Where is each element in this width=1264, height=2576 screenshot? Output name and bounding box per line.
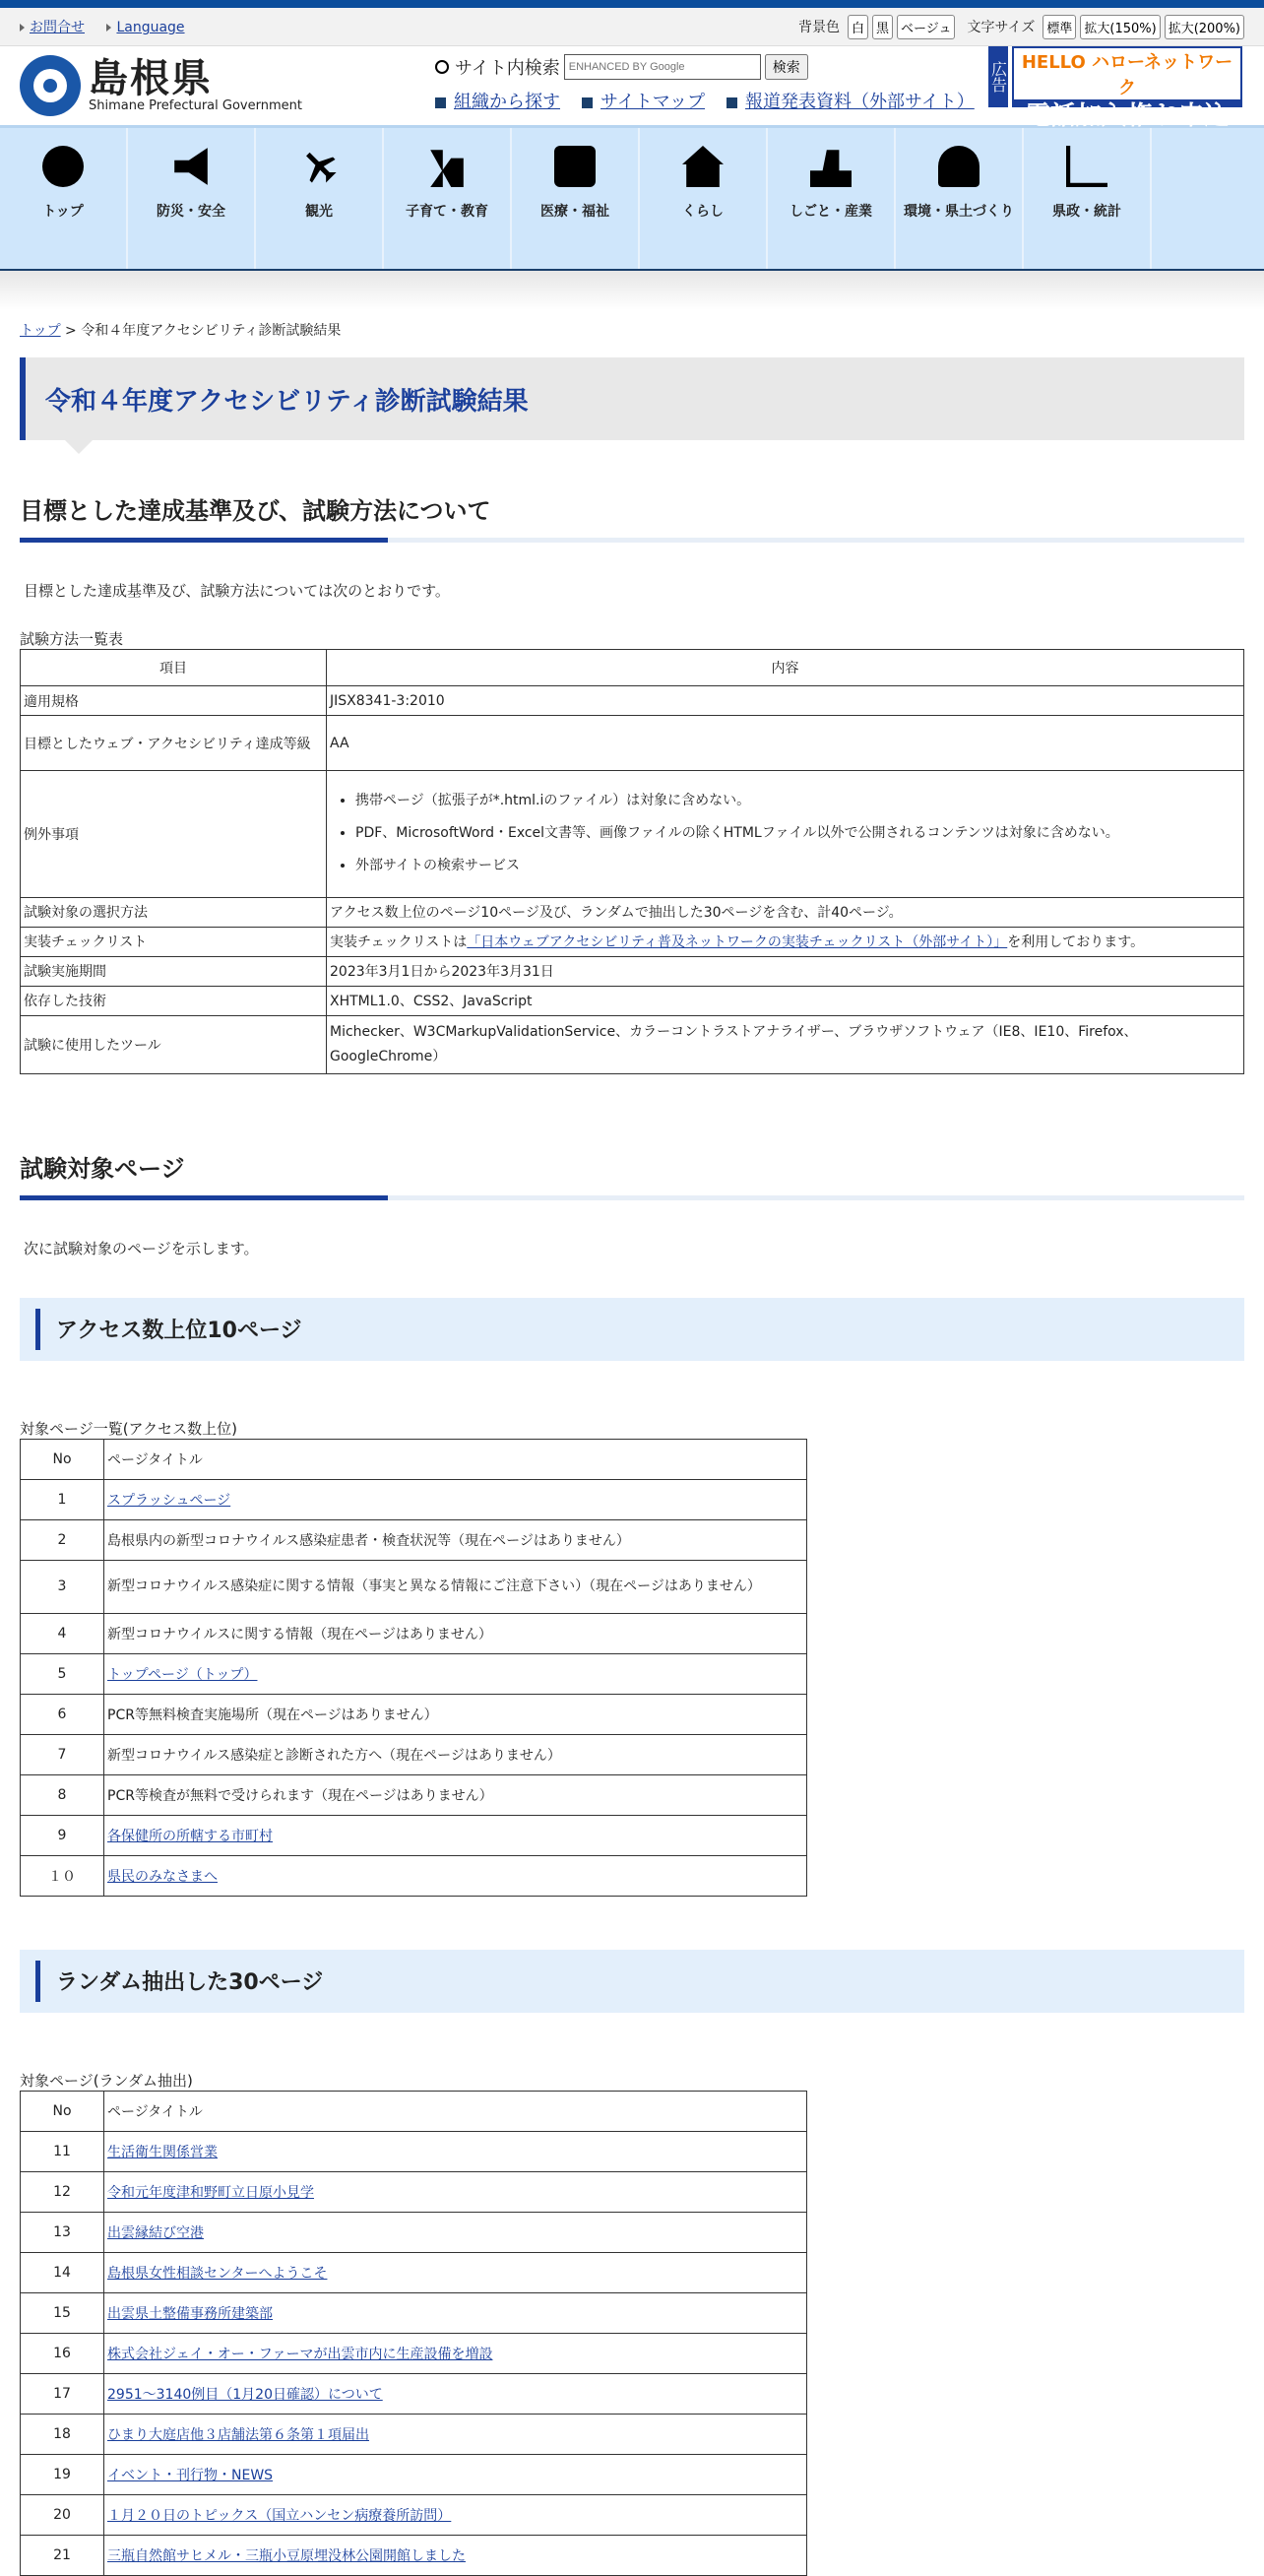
nav-item-kurashi[interactable] (640, 128, 768, 269)
checklist-text: を利用しております。 (1007, 934, 1145, 951)
table-caption: 対象ページ一覧(アクセス数上位) (20, 1419, 237, 1438)
table-row-title: 新型コロナウイルスに関する情報（現在ページはありません） (104, 1613, 807, 1653)
row-value: 2023年3月1日から2023年3月31日 (327, 956, 1244, 986)
nav-label: 観光 (305, 204, 333, 220)
nav-item-shigoto[interactable] (768, 128, 896, 269)
page-link[interactable]: １月２０日のトピックス（国立ハンセン病療養所訪問） (107, 2507, 452, 2524)
page-link[interactable]: 株式会社ジェイ・オー・ファーマが出雲市内に生産設備を増設 (107, 2346, 493, 2362)
search-icon (435, 60, 449, 74)
table-row-no: 6 (21, 1694, 104, 1734)
page-link[interactable]: スプラッシュページ (107, 1492, 231, 1509)
breadcrumb-current: > 令和４年度アクセシビリティ診断試験結果 (65, 323, 342, 339)
table-row-no: 14 (21, 2252, 104, 2292)
site-header (0, 46, 1264, 131)
table-row-no: 5 (21, 1653, 104, 1694)
table-row-title: 新型コロナウイルス感染症に関する情報（事実と異なる情報にご注意下さい）（現在ページはありません） (104, 1560, 807, 1613)
page-link[interactable]: 島根県女性相談センターへようこそ (107, 2265, 328, 2282)
row-key: 試験に使用したツール (21, 1015, 327, 1073)
table-row-no: 17 (21, 2373, 104, 2414)
table-row-title (104, 1479, 807, 1519)
breadcrumb-home-link[interactable]: トップ (20, 323, 61, 339)
method-table (20, 649, 1244, 1074)
main-content (0, 320, 1264, 2576)
table-row-no: 15 (21, 2292, 104, 2333)
nav-item-kosodate[interactable] (384, 128, 512, 269)
checklist-link[interactable]: 「日本ウェブアクセシビリティ普及ネットワークの実装チェックリスト（外部サイト）」 (467, 934, 1008, 951)
random30-table (20, 2091, 807, 2576)
advertisement-banner[interactable] (988, 46, 1242, 131)
table-row-no: 21 (21, 2535, 104, 2575)
table-row-no: 7 (21, 1734, 104, 1774)
triangle-icon (20, 24, 25, 32)
page-title: 令和４年度アクセシビリティ診断試験結果 (20, 357, 1244, 440)
table-row-no: 18 (21, 2414, 104, 2454)
page-link[interactable]: 三瓶自然館サヒメル・三瓶小豆原埋没林公園開館しました (107, 2547, 466, 2564)
logo-title: 島根県 (89, 55, 213, 101)
search-area (435, 54, 975, 113)
global-nav (0, 125, 1264, 271)
nav-item-kanko[interactable] (256, 128, 384, 269)
table-row-title: 新型コロナウイルス感染症と診断された方へ（現在ページはありません） (104, 1734, 807, 1774)
nav-label: 子育て・教育 (406, 204, 488, 220)
table-row-no: 12 (21, 2171, 104, 2212)
table-row-no: 20 (21, 2494, 104, 2535)
font-200-button[interactable]: 拡大(200%) (1165, 15, 1244, 39)
table-caption: 試験方法一覧表 (20, 630, 124, 648)
row-value: AA (327, 716, 1244, 771)
table-row-no: 4 (21, 1613, 104, 1653)
house-icon (682, 146, 724, 187)
row-key: 例外事項 (21, 771, 327, 898)
table-row-no: 16 (21, 2333, 104, 2373)
ad-line1: HELLO ハローネットワーク (1012, 46, 1242, 101)
font-standard-button[interactable]: 標準 (1043, 15, 1076, 39)
nav-item-bosai[interactable] (128, 128, 256, 269)
column-header: No (21, 1439, 104, 1479)
table-row-no: 9 (21, 1815, 104, 1855)
nav-shadow (0, 271, 1264, 310)
org-search-link[interactable]: 組織から探す (454, 92, 560, 112)
table-row-no: 3 (21, 1560, 104, 1613)
subsection-heading-top10: アクセス数上位10ページ (20, 1298, 1244, 1361)
airplane-icon (295, 143, 343, 190)
page-link[interactable]: トップページ（トップ） (107, 1666, 258, 1683)
breadcrumb (20, 320, 1244, 340)
utility-bar (0, 8, 1264, 46)
table-row-no: １０ (21, 1855, 104, 1896)
table-row-title (104, 1815, 807, 1855)
bg-color-label: 背景色 (797, 20, 840, 35)
prefecture-emblem-icon (20, 55, 81, 116)
search-button[interactable]: 検索 (765, 54, 808, 80)
row-key: 適用規格 (21, 686, 327, 716)
column-header: 内容 (327, 650, 1244, 686)
row-key: 目標としたウェブ・アクセシビリティ達成等級 (21, 716, 327, 771)
font-size-label: 文字サイズ (967, 20, 1036, 35)
table-row-title: 島根県内の新型コロナウイルス感染症患者・検査状況等（現在ページはありません） (104, 1519, 807, 1560)
nav-label: 医療・福祉 (540, 204, 609, 220)
table-row-title (104, 1855, 807, 1896)
table-row-no: 13 (21, 2212, 104, 2252)
triangle-icon (106, 24, 111, 32)
section-lead: 目標とした達成基準及び、試験方法については次のとおりです。 (24, 582, 450, 600)
top-accent-bar (0, 0, 1264, 8)
megaphone-icon (170, 146, 212, 187)
row-key: 試験対象の選択方法 (21, 897, 327, 927)
column-header: ページタイトル (104, 1439, 807, 1479)
search-label: サイト内検索 (455, 58, 560, 79)
medical-kit-icon (554, 146, 596, 187)
page-link[interactable]: 各保健所の所轄する市町村 (107, 1828, 273, 1844)
column-header: 項目 (21, 650, 327, 686)
press-release-link[interactable]: 報道発表資料（外部サイト） (745, 92, 975, 112)
page-link[interactable]: イベント・刊行物・NEWS (107, 2467, 274, 2483)
row-value: Michecker、W3CMarkupValidationService、カラーコントラストアナライザー、ブラウザソフトウェア（IE8、IE10、Firefox、GoogleChrome） (327, 1015, 1244, 1073)
top10-table (20, 1439, 807, 1897)
hand-plant-icon (938, 146, 980, 187)
table-row-no: 19 (21, 2454, 104, 2494)
column-header: ページタイトル (104, 2091, 807, 2131)
table-row-no: 1 (21, 1479, 104, 1519)
arrow-icon (582, 97, 593, 108)
row-value (327, 927, 1244, 956)
row-key: 依存した技術 (21, 986, 327, 1015)
table-caption: 対象ページ(ランダム抽出) (20, 2071, 193, 2090)
table-row-no: 2 (21, 1519, 104, 1560)
column-header: No (21, 2091, 104, 2131)
search-input[interactable] (564, 54, 761, 80)
table-row-no: 8 (21, 1774, 104, 1815)
nav-label: トップ (42, 204, 84, 220)
page-link[interactable]: 出雲縁結び空港 (107, 2224, 204, 2241)
list-item: • PDF、MicrosoftWord・Excel文書等、画像ファイルの除くHTMLファイル以外で公開されるコンテンツは対象に含めない。 (355, 821, 1240, 846)
table-row-title (104, 1653, 807, 1694)
row-value (327, 771, 1244, 898)
language-link[interactable]: Language (116, 20, 185, 35)
ad-line2: 電話加入権お申込 (1024, 101, 1230, 131)
page-link[interactable]: 県民のみなさまへ (107, 1868, 218, 1885)
nav-item-kensei[interactable] (1024, 128, 1152, 269)
row-value: アクセス数上位のページ10ページ及び、ランダムで抽出した30ページを含む、計40ページ。 (327, 897, 1244, 927)
row-value: JISX8341-3:2010 (327, 686, 1244, 716)
page-link[interactable]: ひまり大庭店他３店舗法第６条第１項届出 (107, 2426, 369, 2443)
bg-white-button[interactable]: 白 (848, 15, 868, 39)
checklist-text: 実装チェックリストは (330, 934, 468, 951)
nav-label: 環境・県土づくり (904, 204, 1014, 220)
arrow-icon (727, 97, 737, 108)
nav-item-iryo[interactable] (512, 128, 640, 269)
sitemap-link[interactable]: サイトマップ (600, 92, 706, 112)
nav-label: 防災・安全 (157, 204, 225, 220)
bg-black-button[interactable]: 黒 (872, 15, 893, 39)
list-item: • 外部サイトの検索サービス (355, 854, 1240, 878)
nav-label: しごと・産業 (790, 204, 872, 220)
section-lead: 次に試験対象のページを示します。 (24, 1239, 259, 1257)
nav-item-top[interactable] (0, 128, 128, 269)
bg-beige-button[interactable]: ベージュ (897, 15, 955, 39)
logo-subtitle: Shimane Prefectural Government (89, 97, 302, 113)
site-logo[interactable] (20, 55, 433, 116)
font-150-button[interactable]: 拡大(150%) (1080, 15, 1160, 39)
subsection-heading-random30: ランダム抽出した30ページ (20, 1950, 1244, 2013)
page-link[interactable]: 令和元年度津和野町立日原小見学 (107, 2184, 314, 2201)
worker-icon (810, 146, 852, 187)
row-key: 実装チェックリスト (21, 927, 327, 956)
table-row-title: PCR等検査が無料で受けられます（現在ページはありません） (104, 1774, 807, 1815)
exceptions-list (330, 789, 1240, 879)
page-link[interactable]: 出雲県土整備事務所建築部 (107, 2305, 273, 2322)
flower-icon (42, 146, 84, 187)
family-icon (426, 146, 468, 187)
page-link[interactable]: 生活衛生関係営業 (107, 2144, 218, 2160)
section-heading-criteria: 目標とした達成基準及び、試験方法について (20, 491, 1244, 543)
nav-item-kankyo[interactable] (896, 128, 1024, 269)
table-row-title: PCR等無料検査実施場所（現在ページはありません） (104, 1694, 807, 1734)
section-heading-target-pages: 試験対象ページ (20, 1149, 1244, 1200)
table-row-no: 11 (21, 2131, 104, 2171)
nav-label: 県政・統計 (1052, 204, 1121, 220)
row-value: XHTML1.0、CSS2、JavaScript (327, 986, 1244, 1015)
page-link[interactable]: 2951～3140例目（1月20日確認）について (107, 2386, 383, 2403)
ad-tag: 広告 (988, 46, 1008, 107)
contact-link[interactable]: お問合せ (30, 20, 85, 35)
arrow-icon (435, 97, 446, 108)
list-item: • 携帯ページ（拡張子が*.html.iのファイル）は対象に含めない。 (355, 789, 1240, 813)
row-key: 試験実施期間 (21, 956, 327, 986)
bar-chart-icon (1066, 146, 1107, 187)
nav-label: くらし (682, 204, 724, 220)
